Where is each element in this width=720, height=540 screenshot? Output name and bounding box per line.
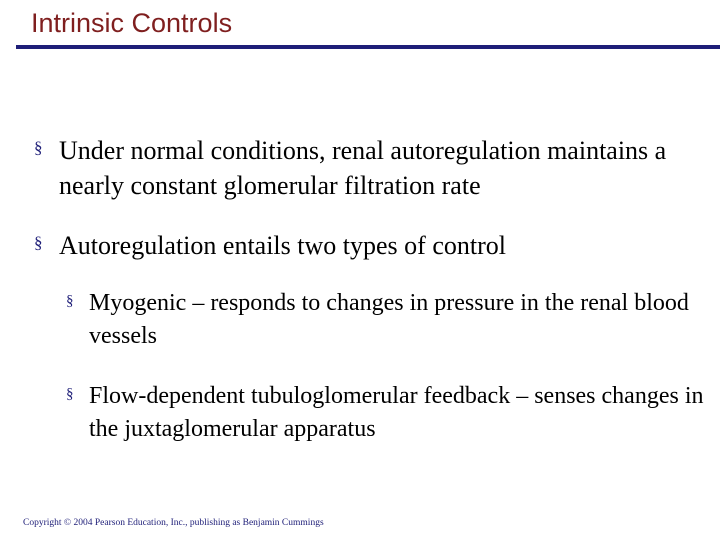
bullet-item-autoregulation-types	[34, 228, 714, 263]
bullet-text: Autoregulation entails two types of control	[59, 231, 506, 260]
title-underline	[16, 45, 720, 49]
slide-title: Intrinsic Controls	[31, 8, 233, 38]
copyright-footer: Copyright © 2004 Pearson Education, Inc., publishing as Benjamin Cummings	[23, 518, 324, 528]
sub-bullet-text: Myogenic – responds to changes in pressure in the renal blood vessels	[89, 290, 689, 349]
sub-bullet-marker-icon: §	[66, 293, 74, 309]
bullet-text: Under normal conditions, renal autoregulation maintains a nearly constant glomerular filtration rate	[59, 136, 667, 200]
bullet-marker-icon: §	[34, 233, 43, 252]
sub-bullet-item-tubuloglomerular-feedback	[66, 380, 716, 446]
sub-bullet-text: Flow-dependent tubuloglomerular feedback – senses changes in the juxtaglomerular apparatus	[89, 383, 704, 442]
sub-bullet-item-myogenic	[66, 287, 716, 353]
bullet-item-glomerular-filtration	[34, 133, 714, 203]
sub-bullet-marker-icon: §	[66, 386, 74, 402]
bullet-marker-icon: §	[34, 138, 43, 157]
